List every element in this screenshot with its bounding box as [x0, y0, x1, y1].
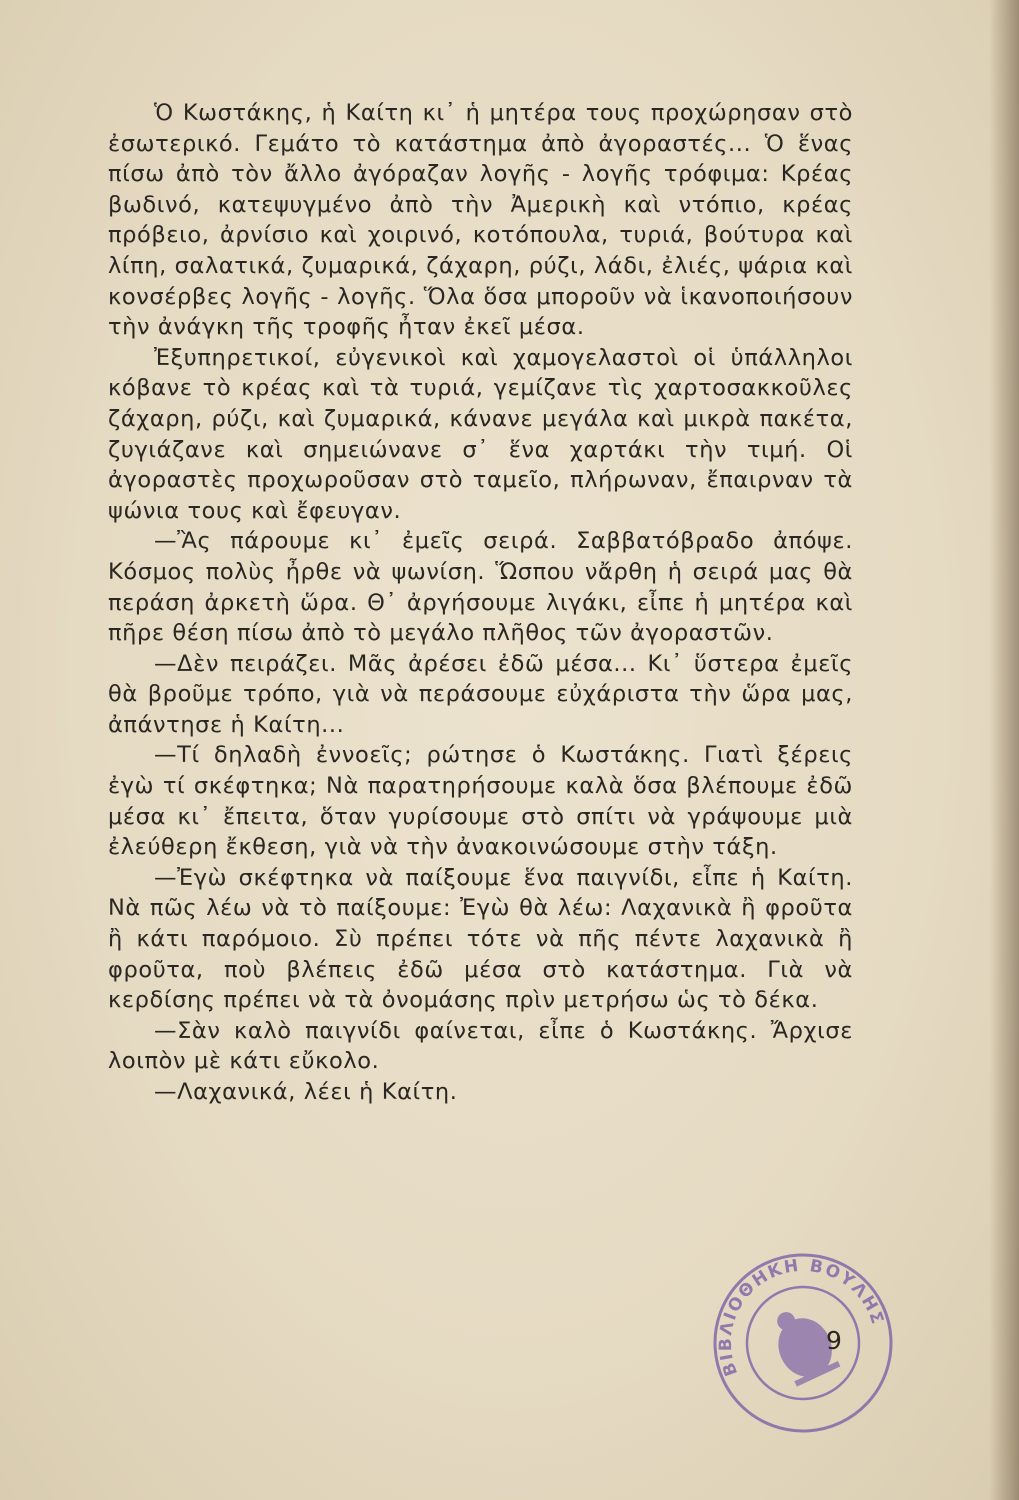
paragraph: —Λαχανικά, λέει ἡ Καίτη. — [154, 1079, 458, 1105]
paragraph: —Ἂς πάρουμε κι᾽ ἐμεῖς σειρά. Σαββατόβραδο ἀπόψε. Κόσμος πολὺς ἦρθε νὰ ψωνίση. Ὥσπου νἄρθη ἡ σειρά μας θὰ περάση ἀρκετὴ ὥρα. Θ᾽ ἀργήσουμε λιγάκι, εἶπε ἡ μητέρα καὶ πῆρε θέση πίσω ἀπὸ τὸ μεγάλο πλῆθος τῶν ἀγοραστῶν. — [108, 528, 853, 647]
paragraph: —Τί δηλαδὴ ἐννοεῖς; ρώτησε ὁ Κωστάκης. Γιατὶ ξέρεις ἐγὼ τί σκέφτηκα; Νὰ παρατηρήσουμε καλὰ ὅσα βλέπουμε ἐδῶ μέσα κι᾽ ἔπειτα, ὅταν γυρίσουμε στὸ σπίτι νὰ γράψουμε μιὰ ἐλεύθερη ἔκθεση, γιὰ νὰ τὴν ἀνακοινώσουμε στὴν τάξη. — [108, 742, 853, 861]
paragraph: —Σὰν καλὸ παιγνίδι φαίνεται, εἶπε ὁ Κωστάκης. Ἄρχισε λοιπὸν μὲ κάτι εὔκολο. — [108, 1017, 853, 1075]
library-stamp — [703, 1248, 903, 1438]
page-number: 9 — [826, 1326, 842, 1355]
page-edge-shadow — [989, 0, 1019, 1500]
paragraph: —Ἐγὼ σκέφτηκα νὰ παίξουμε ἕνα παιγνίδι, εἶπε ἡ Καίτη. Νὰ πῶς λέω νὰ τὸ παίξουμε: Ἐγὼ θὰ λέω: Λαχανικὰ ἢ φροῦτα ἢ κάτι παρόμοιο. Σὺ πρέπει τότε νὰ πῆς πέντε λαχανικὰ ἢ φροῦτα, ποὺ βλέπεις ἐδῶ μέσα στὸ κατάστημα. Γιὰ νὰ κερδίσης πρέπει νὰ τὰ ὀνομάσης πρὶν μετρήσω ὡς τὸ δέκα. — [108, 864, 853, 1014]
paragraph: Ἐξυπηρετικοί, εὐγενικοὶ καὶ χαμογελαστοὶ οἱ ὑπάλληλοι κόβανε τὸ κρέας καὶ τὰ τυριά, γεμίζανε τὶς χαρτοσακκοῦλες ζάχαρη, ρύζι, καὶ ζυμαρικά, κάνανε μεγάλα καὶ μικρὰ πακέτα, ζυγιάζανε καὶ σημειώνανε σ᾽ ἕνα χαρτάκι τὴν τιμή. Οἱ ἀγοραστὲς προχωροῦσαν στὸ ταμεῖο, πλήρωναν, ἔπαιρναν τὰ ψώνια τους καὶ ἔφευγαν. — [108, 344, 853, 524]
paragraph: Ὁ Κωστάκης, ἡ Καίτη κι᾽ ἡ μητέρα τους προχώρησαν στὸ ἐσωτερικό. Γεμάτο τὸ κατάστημα ἀπὸ ἀγοραστές... Ὁ ἕνας πίσω ἀπὸ τὸν ἄλλο ἀγόραζαν λογῆς - λογῆς τρόφιμα: Κρέας βωδινό, κατεψυγμένο ἀπὸ τὴν Ἀμερικὴ καὶ ντόπιο, κρέας πρόβειο, ἀρνίσιο καὶ χοιρινό, κοτόπουλα, τυριά, βούτυρα καὶ λίπη, σαλατικά, ζυμαρικά, ζάχαρη, ρύζι, λάδι, ἐλιές, ψάρια καὶ κονσέρβες λογῆς - λογῆς. Ὅλα ὅσα μποροῦν νὰ ἱκανοποιήσουν τὴν ἀνάγκη τῆς τροφῆς ἦταν ἐκεῖ μέσα. — [108, 100, 853, 341]
stamp-text: ΒΙΒΛΙΟΘΗΚΗ ΒΟΥΛΗΣ — [715, 1255, 888, 1379]
paragraph: —Δὲν πειράζει. Μᾶς ἀρέσει ἐδῶ μέσα... Κι᾽ ὕστερα ἐμεῖς θὰ βροῦμε τρόπο, γιὰ νὰ περάσουμε εὐχάριστα τὴν ὥρα μας, ἀπάντησε ἡ Καίτη... — [108, 650, 853, 738]
body-text — [108, 98, 853, 1108]
